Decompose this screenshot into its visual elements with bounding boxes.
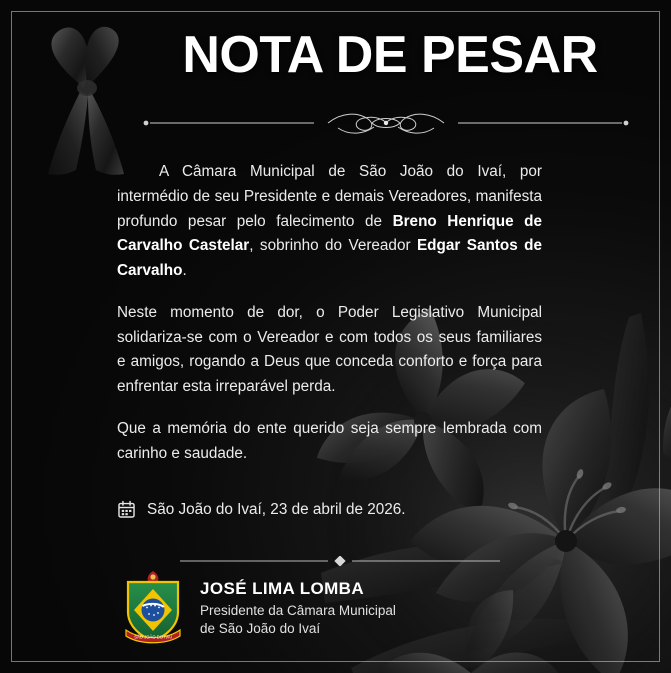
body-text-run: . [182, 262, 187, 280]
body-text-run: Neste momento de dor, o Poder Legislativo Municipal solidariza-se com o Vereador e com todos os seus familiares e amigos, rogando a Deus que conceda conforto e força para enfrentar esta irreparável perda. [117, 303, 542, 396]
paragraph-1-text [117, 163, 542, 279]
body-text-run: , sobrinho do Vereador [249, 237, 417, 255]
emphasized-name: Edgar Santos de Carvalho [117, 237, 543, 280]
flourish-divider-ornament [142, 106, 630, 140]
date-row [117, 500, 406, 519]
municipal-coat-of-arms [120, 570, 186, 644]
svg-text:SÃO JOÃO DO IVAÍ: SÃO JOÃO DO IVAÍ [134, 634, 172, 640]
signature-divider [180, 556, 500, 566]
page-title: NOTA DE PESAR [182, 26, 598, 84]
date-text: São João do Ivaí, 23 de abril de 2026. [147, 500, 406, 518]
body-text-run: Que a memória do ente querido seja sempre lembrada com carinho e saudade. [117, 419, 542, 462]
signatory-role-line-1: Presidente da Câmara Municipal [200, 602, 396, 618]
signatory-name: JOSÉ LIMA LOMBA [200, 578, 365, 598]
body-text-run: A Câmara Municipal de São João do Ivaí, por intermédio de seu Presidente e demais Vereadores, manifesta profundo pesar pelo falecimento de [117, 163, 542, 230]
signatory-role-line-2: de São João do Ivaí [200, 620, 321, 636]
emphasized-name: Breno Henrique de Carvalho Castelar [117, 212, 542, 255]
notice-body [117, 160, 542, 466]
paragraph-3-text [117, 420, 542, 462]
paragraph-1 [117, 160, 542, 284]
signature-block [120, 570, 550, 644]
paragraph-3 [117, 417, 542, 467]
paragraph-2-text [117, 304, 542, 395]
paragraph-2 [117, 301, 542, 400]
signature-text [200, 577, 396, 638]
calendar-icon [117, 500, 136, 519]
